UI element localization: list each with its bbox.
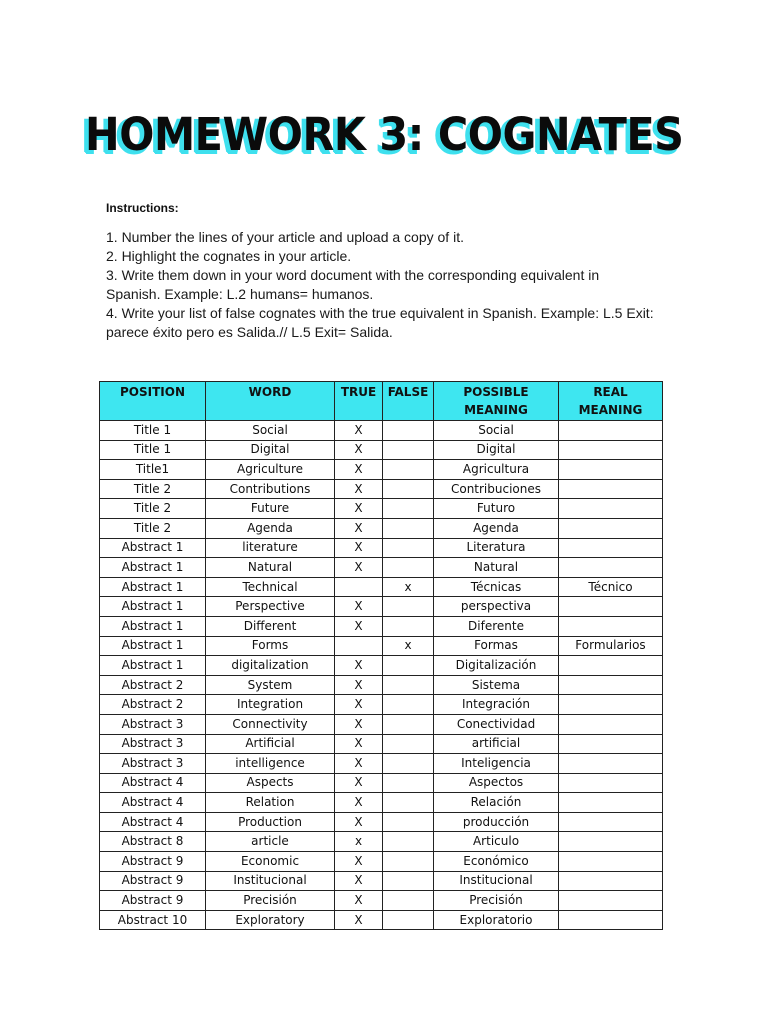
real-meaning-cell: [559, 734, 663, 754]
real-meaning-cell: [559, 695, 663, 715]
true-cell: X: [335, 499, 383, 519]
true-cell: X: [335, 656, 383, 676]
false-cell: [383, 460, 434, 480]
table-row: [100, 871, 663, 891]
word-cell: Aspects: [206, 773, 335, 793]
false-cell: [383, 773, 434, 793]
instructions-heading: Instructions:: [106, 201, 179, 215]
word-cell: intelligence: [206, 754, 335, 774]
table-row: [100, 832, 663, 852]
table-row: [100, 597, 663, 617]
false-cell: [383, 695, 434, 715]
position-cell: Abstract 4: [100, 812, 206, 832]
false-cell: [383, 499, 434, 519]
position-cell: Abstract 1: [100, 656, 206, 676]
instruction-line: 2. Highlight the cognates in your article.: [106, 248, 352, 264]
false-cell: [383, 793, 434, 813]
position-cell: Title 1: [100, 440, 206, 460]
table-row: [100, 754, 663, 774]
false-cell: [383, 656, 434, 676]
table-row: [100, 616, 663, 636]
possible-meaning-cell: Contribuciones: [434, 479, 559, 499]
word-cell: Different: [206, 616, 335, 636]
position-cell: Title 2: [100, 479, 206, 499]
table-row: [100, 910, 663, 930]
column-header-label: POSSIBLE: [463, 385, 529, 399]
position-cell: Title 2: [100, 499, 206, 519]
position-cell: Abstract 9: [100, 871, 206, 891]
table-row: [100, 499, 663, 519]
real-meaning-cell: [559, 538, 663, 558]
possible-meaning-cell: perspectiva: [434, 597, 559, 617]
column-header-label: FALSE: [387, 385, 429, 399]
possible-meaning-cell: Agricultura: [434, 460, 559, 480]
word-cell: Exploratory: [206, 910, 335, 930]
table-row: [100, 714, 663, 734]
possible-meaning-cell: Económico: [434, 852, 559, 872]
word-cell: Forms: [206, 636, 335, 656]
possible-meaning-cell: Digitalización: [434, 656, 559, 676]
false-cell: [383, 871, 434, 891]
table-row: [100, 812, 663, 832]
false-cell: [383, 812, 434, 832]
real-meaning-cell: [559, 518, 663, 538]
false-cell: [383, 852, 434, 872]
table-row: [100, 421, 663, 441]
false-cell: [383, 597, 434, 617]
false-cell: [383, 616, 434, 636]
table-row: [100, 656, 663, 676]
possible-meaning-cell: Futuro: [434, 499, 559, 519]
instructions-block: [106, 200, 686, 342]
position-cell: Abstract 9: [100, 852, 206, 872]
position-cell: Abstract 9: [100, 891, 206, 911]
table-body: [100, 421, 663, 930]
position-cell: Abstract 10: [100, 910, 206, 930]
column-header-label: POSITION: [120, 385, 185, 399]
real-meaning-cell: [559, 871, 663, 891]
word-cell: digitalization: [206, 656, 335, 676]
position-cell: Abstract 1: [100, 616, 206, 636]
table-row: [100, 636, 663, 656]
possible-meaning-cell: Integración: [434, 695, 559, 715]
possible-meaning-cell: Articulo: [434, 832, 559, 852]
table-row: [100, 440, 663, 460]
column-header-real-meaning: [559, 382, 663, 421]
true-cell: X: [335, 695, 383, 715]
position-cell: Title 1: [100, 421, 206, 441]
real-meaning-cell: [559, 597, 663, 617]
position-cell: Title 2: [100, 518, 206, 538]
true-cell: X: [335, 597, 383, 617]
true-cell: X: [335, 852, 383, 872]
possible-meaning-cell: Social: [434, 421, 559, 441]
title-block: [0, 104, 768, 174]
true-cell: X: [335, 910, 383, 930]
word-cell: Agenda: [206, 518, 335, 538]
possible-meaning-cell: Precisión: [434, 891, 559, 911]
word-cell: Social: [206, 421, 335, 441]
instruction-line: parece éxito pero es Salida.// L.5 Exit= Salida.: [106, 324, 393, 340]
word-cell: Integration: [206, 695, 335, 715]
real-meaning-cell: Técnico: [559, 577, 663, 597]
real-meaning-cell: [559, 812, 663, 832]
column-header-label: TRUE: [340, 385, 377, 399]
position-cell: Abstract 2: [100, 695, 206, 715]
possible-meaning-cell: Conectividad: [434, 714, 559, 734]
real-meaning-cell: [559, 793, 663, 813]
false-cell: [383, 538, 434, 558]
word-cell: Perspective: [206, 597, 335, 617]
word-cell: Technical: [206, 577, 335, 597]
column-header-position: [100, 382, 206, 421]
position-cell: Abstract 3: [100, 714, 206, 734]
table-header-row: [100, 382, 663, 421]
possible-meaning-cell: Formas: [434, 636, 559, 656]
real-meaning-cell: [559, 773, 663, 793]
real-meaning-cell: [559, 479, 663, 499]
real-meaning-cell: [559, 754, 663, 774]
column-header-true: [335, 382, 383, 421]
word-cell: Precisión: [206, 891, 335, 911]
table-row: [100, 518, 663, 538]
possible-meaning-cell: Agenda: [434, 518, 559, 538]
true-cell: X: [335, 675, 383, 695]
real-meaning-cell: [559, 714, 663, 734]
table-row: [100, 793, 663, 813]
false-cell: [383, 518, 434, 538]
true-cell: X: [335, 479, 383, 499]
true-cell: X: [335, 714, 383, 734]
cognates-table: [99, 381, 663, 930]
possible-meaning-cell: Natural: [434, 558, 559, 578]
word-cell: Connectivity: [206, 714, 335, 734]
position-cell: Abstract 1: [100, 538, 206, 558]
real-meaning-cell: [559, 460, 663, 480]
word-cell: System: [206, 675, 335, 695]
table-row: [100, 538, 663, 558]
table-row: [100, 891, 663, 911]
column-header-label: WORD: [248, 385, 292, 399]
table-row: [100, 773, 663, 793]
possible-meaning-cell: artificial: [434, 734, 559, 754]
position-cell: Abstract 4: [100, 793, 206, 813]
position-cell: Abstract 3: [100, 734, 206, 754]
column-header-false: [383, 382, 434, 421]
word-cell: Contributions: [206, 479, 335, 499]
true-cell: X: [335, 891, 383, 911]
true-cell: [335, 636, 383, 656]
true-cell: X: [335, 793, 383, 813]
column-header-word: [206, 382, 335, 421]
real-meaning-cell: [559, 891, 663, 911]
position-cell: Abstract 1: [100, 597, 206, 617]
column-header-label-line2: MEANING: [578, 403, 643, 417]
real-meaning-cell: [559, 421, 663, 441]
instruction-line: 3. Write them down in your word document with the corresponding equivalent in: [106, 267, 600, 283]
true-cell: X: [335, 754, 383, 774]
possible-meaning-cell: Sistema: [434, 675, 559, 695]
word-cell: Natural: [206, 558, 335, 578]
false-cell: [383, 832, 434, 852]
possible-meaning-cell: producción: [434, 812, 559, 832]
position-cell: Abstract 4: [100, 773, 206, 793]
position-cell: Abstract 8: [100, 832, 206, 852]
real-meaning-cell: [559, 440, 663, 460]
false-cell: [383, 479, 434, 499]
true-cell: X: [335, 871, 383, 891]
true-cell: X: [335, 734, 383, 754]
word-cell: article: [206, 832, 335, 852]
true-cell: x: [335, 832, 383, 852]
true-cell: X: [335, 538, 383, 558]
true-cell: X: [335, 421, 383, 441]
instruction-line: 4. Write your list of false cognates with the true equivalent in Spanish. Example: L.5 Exit:: [106, 305, 654, 321]
table-row: [100, 852, 663, 872]
true-cell: [335, 577, 383, 597]
false-cell: [383, 714, 434, 734]
true-cell: X: [335, 558, 383, 578]
column-header-label-line2: MEANING: [464, 403, 528, 417]
possible-meaning-cell: Inteligencia: [434, 754, 559, 774]
instruction-line: 1. Number the lines of your article and upload a copy of it.: [106, 229, 464, 245]
column-header-possible-meaning: [434, 382, 559, 421]
position-cell: Abstract 1: [100, 636, 206, 656]
false-cell: x: [383, 636, 434, 656]
position-cell: Abstract 1: [100, 558, 206, 578]
possible-meaning-cell: Literatura: [434, 538, 559, 558]
table-row: [100, 460, 663, 480]
table-row: [100, 577, 663, 597]
false-cell: [383, 754, 434, 774]
word-cell: Production: [206, 812, 335, 832]
false-cell: [383, 734, 434, 754]
real-meaning-cell: [559, 675, 663, 695]
false-cell: [383, 675, 434, 695]
position-cell: Abstract 1: [100, 577, 206, 597]
real-meaning-cell: Formularios: [559, 636, 663, 656]
word-cell: Artificial: [206, 734, 335, 754]
possible-meaning-cell: Digital: [434, 440, 559, 460]
false-cell: [383, 558, 434, 578]
position-cell: Title1: [100, 460, 206, 480]
real-meaning-cell: [559, 616, 663, 636]
false-cell: x: [383, 577, 434, 597]
false-cell: [383, 440, 434, 460]
true-cell: X: [335, 773, 383, 793]
possible-meaning-cell: Técnicas: [434, 577, 559, 597]
position-cell: Abstract 3: [100, 754, 206, 774]
table-row: [100, 695, 663, 715]
possible-meaning-cell: Institucional: [434, 871, 559, 891]
real-meaning-cell: [559, 558, 663, 578]
word-cell: Agriculture: [206, 460, 335, 480]
real-meaning-cell: [559, 656, 663, 676]
table-row: [100, 558, 663, 578]
true-cell: X: [335, 616, 383, 636]
real-meaning-cell: [559, 910, 663, 930]
possible-meaning-cell: Relación: [434, 793, 559, 813]
false-cell: [383, 910, 434, 930]
page-title: HOMEWORK 3: COGNATES: [84, 108, 684, 161]
possible-meaning-cell: Exploratorio: [434, 910, 559, 930]
possible-meaning-cell: Diferente: [434, 616, 559, 636]
table-row: [100, 734, 663, 754]
column-header-label: REAL: [593, 385, 628, 399]
word-cell: literature: [206, 538, 335, 558]
false-cell: [383, 891, 434, 911]
position-cell: Abstract 2: [100, 675, 206, 695]
real-meaning-cell: [559, 832, 663, 852]
word-cell: Relation: [206, 793, 335, 813]
table-row: [100, 479, 663, 499]
word-cell: Future: [206, 499, 335, 519]
instruction-line: Spanish. Example: L.2 humans= humanos.: [106, 286, 374, 302]
word-cell: Digital: [206, 440, 335, 460]
possible-meaning-cell: Aspectos: [434, 773, 559, 793]
false-cell: [383, 421, 434, 441]
true-cell: X: [335, 440, 383, 460]
true-cell: X: [335, 812, 383, 832]
true-cell: X: [335, 518, 383, 538]
real-meaning-cell: [559, 499, 663, 519]
table-row: [100, 675, 663, 695]
true-cell: X: [335, 460, 383, 480]
real-meaning-cell: [559, 852, 663, 872]
word-cell: Economic: [206, 852, 335, 872]
word-cell: Institucional: [206, 871, 335, 891]
